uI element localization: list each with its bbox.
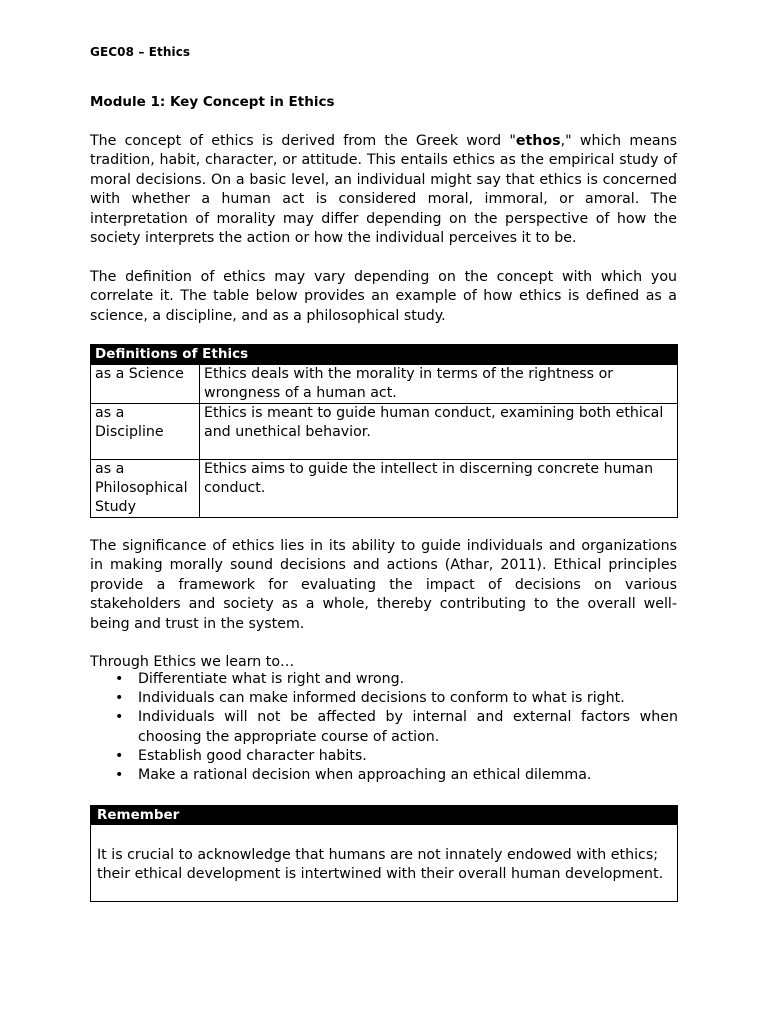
list-item-text: Differentiate what is right and wrong. (138, 671, 405, 687)
row-text-science: Ethics deals with the morality in terms of the rightness or wrongness of a human act. (200, 365, 678, 404)
row-label-philosophical: as a Philosophical Study (91, 460, 200, 518)
table-header: Definitions of Ethics (91, 345, 678, 365)
intro-text-before: The concept of ethics is derived from the Greek word " (90, 133, 516, 149)
list-item (115, 708, 678, 746)
learn-intro: Through Ethics we learn to… (90, 654, 295, 670)
bullet-icon: • (115, 767, 124, 784)
row-text-philosophical: Ethics aims to guide the intellect in discerning concrete human conduct. (200, 460, 678, 518)
bullet-icon: • (115, 747, 124, 764)
list-item-text: Individuals can make informed decisions to conform to what is right. (138, 690, 625, 707)
bullet-icon: • (115, 690, 124, 707)
intro-paragraph (90, 132, 677, 248)
definitions-table (90, 344, 678, 518)
remember-title: Remember (91, 806, 677, 825)
table-row (91, 404, 678, 460)
bullet-icon: • (115, 709, 124, 726)
row-label-science: as a Science (91, 365, 200, 404)
learn-list (90, 670, 678, 785)
course-header: GEC08 – Ethics (90, 45, 191, 59)
bullet-icon: • (115, 671, 124, 687)
list-item-text: Individuals will not be affected by internal and external factors when choosing the appropriate course of action. (138, 709, 678, 745)
significance-paragraph: The significance of ethics lies in its ability to guide individuals and organizations in making morally sound decisions and actions (Athar, 2011). Ethical principles provide a framework for evaluating the impact of decisions on various stakeholders and society as a whole, thereby contributing to the overall well-being and trust in the system. (90, 538, 677, 632)
module-title: Module 1: Key Concept in Ethics (90, 94, 335, 110)
list-item (115, 670, 678, 689)
remember-box (90, 805, 678, 902)
definition-paragraph: The definition of ethics may vary depending on the concept with which you correlate it. The table below provides an example of how ethics is defined as a science, a discipline, and as a philosophical study. (90, 269, 677, 324)
list-item (115, 689, 678, 708)
list-item-text: Establish good character habits. (138, 747, 367, 764)
list-item (115, 747, 678, 766)
intro-text-after: ," which means tradition, habit, character, or attitude. This entails ethics as the empirical study of moral decisions. On a basic level, an individual might say that ethics is concerned with whether a human act is considered moral, immoral, or amoral. The interpretation of morality may differ depending on the perspective of how the society interprets the action or how the individual perceives it to be. (90, 133, 677, 247)
row-label-discipline: as a Discipline (91, 404, 200, 460)
table-header-row (91, 345, 678, 365)
ethos-term: ethos (515, 133, 561, 149)
list-item (115, 766, 678, 785)
row-text-discipline: Ethics is meant to guide human conduct, examining both ethical and unethical behavior. (200, 404, 678, 460)
table-row (91, 460, 678, 518)
table-row (91, 365, 678, 404)
list-item-text: Make a rational decision when approaching an ethical dilemma. (138, 767, 592, 784)
remember-text: It is crucial to acknowledge that humans are not innately endowed with ethics; their ethical development is intertwined with their overall human development. (97, 847, 664, 882)
